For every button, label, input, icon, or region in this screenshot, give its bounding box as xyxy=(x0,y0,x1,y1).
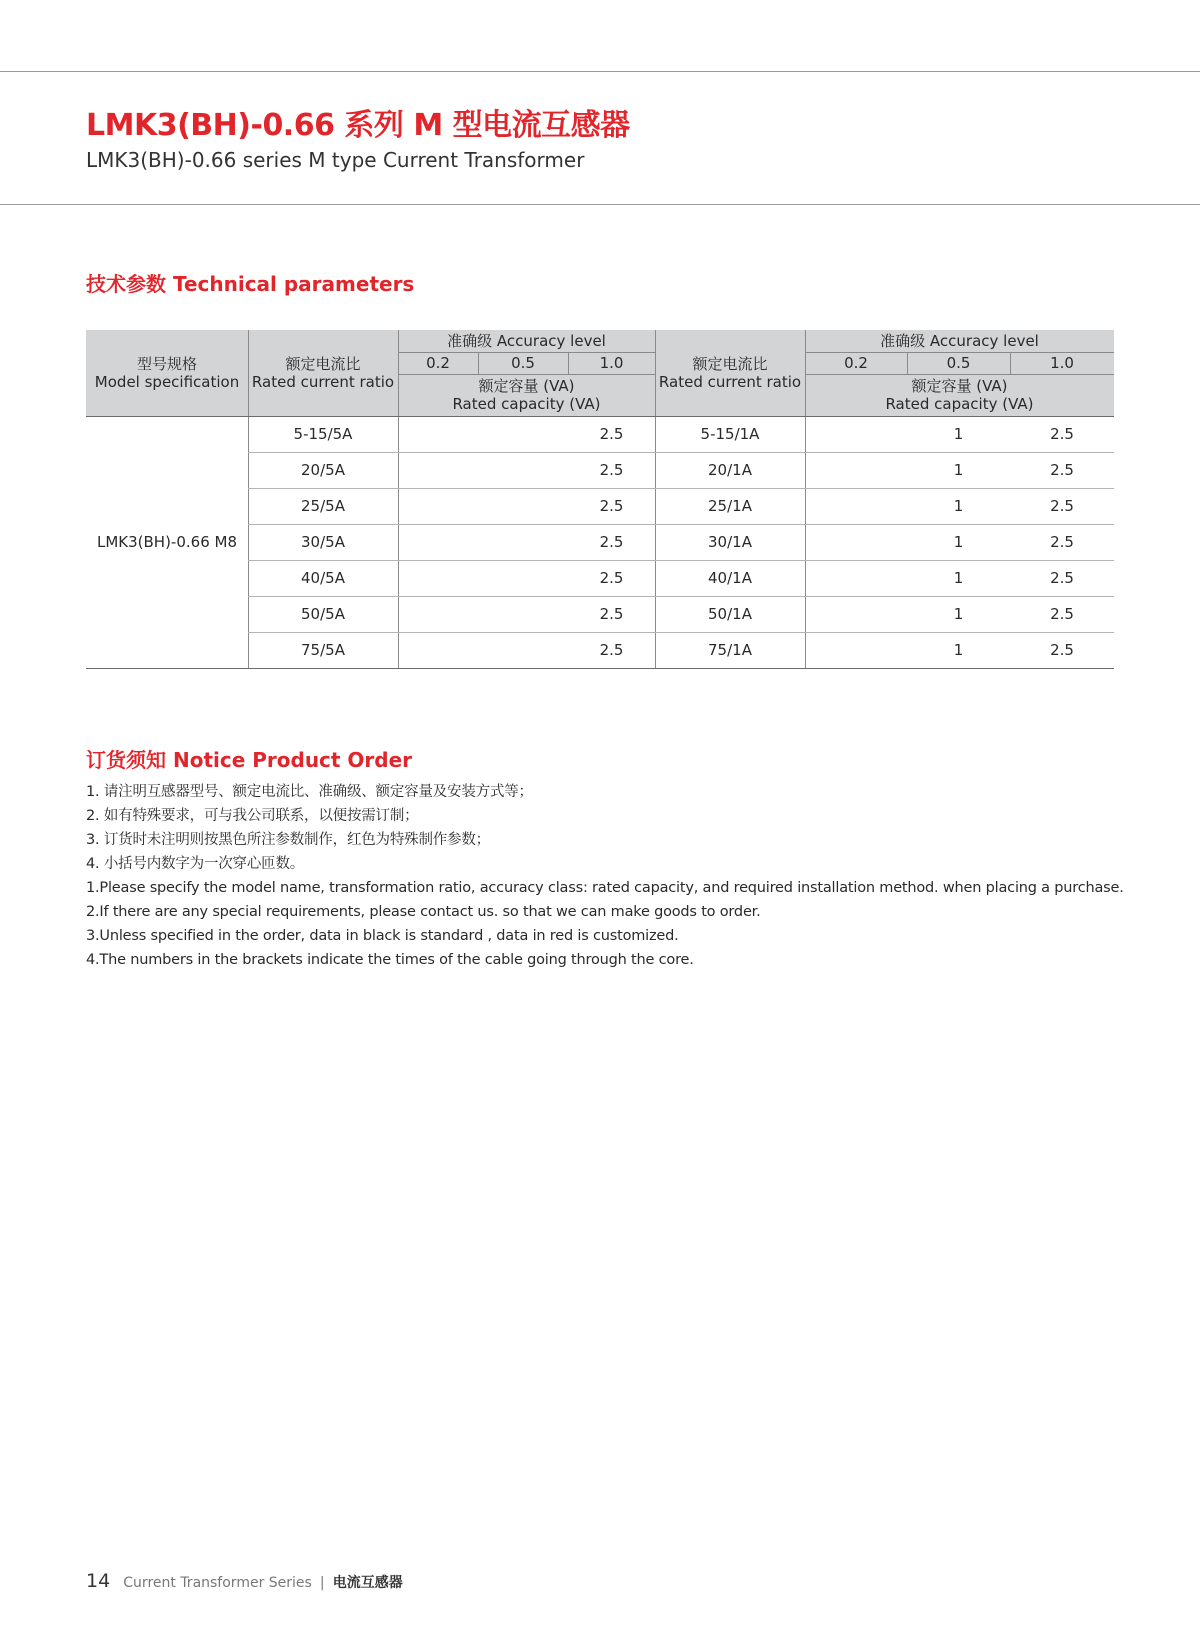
table-row-3-capacity-1a-1-0: 2.5 xyxy=(1050,497,1074,515)
header-line xyxy=(398,352,655,353)
table-row-7-capacity-5a-1-0: 2.5 xyxy=(599,641,624,659)
notice-item-en-3: 3.Unless specified in the order, data in black is standard , data in red is customized. xyxy=(86,928,679,944)
footer-separator: | xyxy=(319,1575,325,1591)
table-row-1-capacity-1a-1-0: 2.5 xyxy=(1050,425,1074,443)
table-row-7-capacity-1a-0-5: 1 xyxy=(953,641,964,659)
table-row-4-ratio-1a: 30/1A xyxy=(708,533,752,551)
table-row-1-capacity-1a-0-5: 1 xyxy=(953,425,964,443)
header-capacity-en: Rated capacity (VA) xyxy=(885,395,1034,413)
header-capacity-en: Rated capacity (VA) xyxy=(452,395,601,413)
header-line xyxy=(805,352,1114,353)
footer-series-en: Current Transformer Series xyxy=(123,1575,312,1591)
table-row-6-capacity-1a-1-0: 2.5 xyxy=(1050,605,1074,623)
header-rated-capacity-left xyxy=(398,374,655,416)
header-ratio-cn: 额定电流比 xyxy=(285,355,361,373)
header-model-cn: 型号规格 xyxy=(136,355,197,373)
notice-item-en-2: 2.If there are any special requirements, please contact us. so that we can make goods to order. xyxy=(86,904,761,920)
column-divider xyxy=(398,330,399,668)
header-line xyxy=(478,352,479,374)
header-line xyxy=(568,352,569,374)
header-rated-ratio-5a xyxy=(248,330,398,416)
header-line xyxy=(398,374,655,375)
table-row-3-capacity-1a-0-5: 1 xyxy=(953,497,964,515)
header-capacity-cn: 额定容量 (VA) xyxy=(911,377,1008,395)
header-accuracy-level-right: 准确级 Accuracy level xyxy=(880,332,1039,350)
table-row-5-ratio-1a: 40/1A xyxy=(708,569,752,587)
header-level-1-0-left: 1.0 xyxy=(599,354,624,372)
notice-item-cn-3: 3. 订货时未注明则按黑色所注参数制作，红色为特殊制作参数； xyxy=(86,832,490,848)
table-row-5-capacity-5a-1-0: 2.5 xyxy=(599,569,624,587)
table-row-4-capacity-1a-0-5: 1 xyxy=(953,533,964,551)
header-level-0-5-right: 0.5 xyxy=(946,354,971,372)
header-model-en: Model specification xyxy=(94,373,240,391)
header-level-1-0-right: 1.0 xyxy=(1050,354,1074,372)
header-level-0-2-left: 0.2 xyxy=(426,354,450,372)
table-row-1-capacity-5a-1-0: 2.5 xyxy=(599,425,624,443)
table-row-3-ratio-1a: 25/1A xyxy=(708,497,752,515)
top-divider xyxy=(0,71,1200,72)
notice-product-order-heading: 订货须知 Notice Product Order xyxy=(86,748,413,772)
table-row-4-ratio-5a: 30/5A xyxy=(301,533,345,551)
table-row-4-capacity-1a-1-0: 2.5 xyxy=(1050,533,1074,551)
table-row-5-capacity-1a-0-5: 1 xyxy=(953,569,964,587)
table-row-2-capacity-1a-0-5: 1 xyxy=(953,461,964,479)
header-level-0-5-left: 0.5 xyxy=(511,354,535,372)
table-row-7-capacity-1a-1-0: 2.5 xyxy=(1050,641,1074,659)
table-row-5-capacity-1a-1-0: 2.5 xyxy=(1050,569,1074,587)
model-spec-cell: LMK3(BH)-0.66 M8 xyxy=(96,533,238,551)
header-ratio-cn: 额定电流比 xyxy=(692,355,768,373)
technical-parameters-table xyxy=(86,330,1114,668)
table-row-7-ratio-1a: 75/1A xyxy=(708,641,752,659)
page-number: 14 xyxy=(86,1570,111,1592)
footer-series-cn: 电流互感器 xyxy=(332,1575,403,1591)
header-rated-ratio-1a xyxy=(655,330,805,416)
header-line xyxy=(805,374,1114,375)
notice-item-cn-2: 2. 如有特殊要求，可与我公司联系，以便按需订制； xyxy=(86,808,419,824)
page-title-en: LMK3(BH)-0.66 series M type Current Transformer xyxy=(86,148,585,172)
table-row-2-ratio-1a: 20/1A xyxy=(708,461,752,479)
table-row-3-capacity-5a-1-0: 2.5 xyxy=(599,497,624,515)
page-title-cn: LMK3(BH)-0.66 系列 M 型电流互感器 xyxy=(86,108,630,143)
header-line xyxy=(907,352,908,374)
table-row-6-ratio-5a: 50/5A xyxy=(301,605,345,623)
table-row-4-capacity-5a-1-0: 2.5 xyxy=(599,533,624,551)
table-row-3-ratio-5a: 25/5A xyxy=(301,497,345,515)
table-row-5-ratio-5a: 40/5A xyxy=(301,569,345,587)
notice-item-cn-1: 1. 请注明互感器型号、额定电流比、准确级、额定容量及安装方式等； xyxy=(86,784,533,800)
table-row-7-ratio-5a: 75/5A xyxy=(301,641,345,659)
column-divider xyxy=(805,330,806,668)
table-bottom-border xyxy=(86,668,1114,669)
table-row-2-ratio-5a: 20/5A xyxy=(301,461,345,479)
header-accuracy-level-left: 准确级 Accuracy level xyxy=(447,332,606,350)
header-capacity-cn: 额定容量 (VA) xyxy=(478,377,575,395)
notice-list xyxy=(86,780,1124,972)
header-line xyxy=(1010,352,1011,374)
table-row-2-capacity-5a-1-0: 2.5 xyxy=(599,461,624,479)
table-row-1-ratio-1a: 5-15/1A xyxy=(700,425,760,443)
header-ratio-en: Rated current ratio xyxy=(251,373,395,391)
table-row-1-ratio-5a: 5-15/5A xyxy=(293,425,353,443)
technical-parameters-heading: 技术参数 Technical parameters xyxy=(86,272,415,296)
notice-item-cn-4: 4. 小括号内数字为一次穿心匝数。 xyxy=(86,856,305,872)
header-model-spec xyxy=(86,330,248,416)
table-row-2-capacity-1a-1-0: 2.5 xyxy=(1050,461,1074,479)
header-divider xyxy=(0,204,1200,205)
header-rated-capacity-right xyxy=(805,374,1114,416)
header-ratio-en: Rated current ratio xyxy=(658,373,802,391)
table-row-6-capacity-5a-1-0: 2.5 xyxy=(599,605,624,623)
header-level-0-2-right: 0.2 xyxy=(844,354,868,372)
table-row-6-ratio-1a: 50/1A xyxy=(708,605,752,623)
notice-item-en-1: 1.Please specify the model name, transformation ratio, accuracy class: rated capacity, and required installation method. when placing a purchase. xyxy=(86,880,1124,896)
page-footer xyxy=(86,1570,403,1592)
notice-item-en-4: 4.The numbers in the brackets indicate the times of the cable going through the core. xyxy=(86,952,694,968)
table-row-6-capacity-1a-0-5: 1 xyxy=(953,605,964,623)
